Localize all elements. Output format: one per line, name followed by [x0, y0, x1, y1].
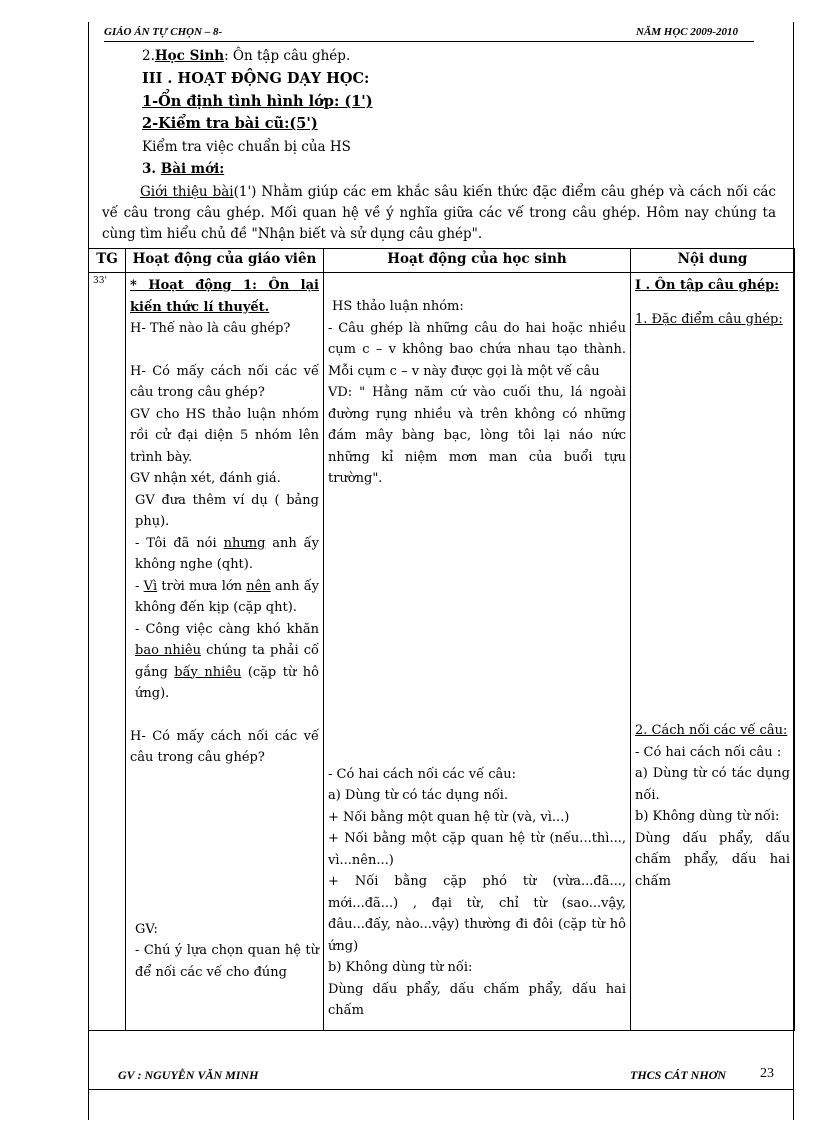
col-header-tg: TG — [89, 249, 126, 273]
footer-school: THCS CÁT NHƠN — [630, 1068, 727, 1082]
tg-cell: 33' — [89, 273, 126, 1031]
teacher-gv5: - Chú ý lựa chọn quan hệ từ để nối các vế cho đúng — [135, 943, 319, 980]
teacher-q1: H- Thế nào là câu ghép? — [130, 321, 291, 336]
col-header-student: Hoạt động của học sinh — [324, 249, 631, 273]
activity-label: * Hoạt động 1: Ôn lại kiến thức lí thuyết. — [130, 278, 319, 315]
col-header-teacher: Hoạt động của giáo viên — [126, 249, 324, 273]
student-cell — [324, 273, 631, 1031]
teacher-gv1: GV cho HS thảo luận nhóm rồi cử đại diện 5 nhóm lên trình bày. — [130, 406, 319, 465]
teacher-gv2: GV nhận xét, đánh giá. — [130, 471, 281, 486]
content-c3: 2. Cách nối các vế câu: — [635, 723, 788, 738]
section-heading: III . HOẠT ĐỘNG DẠY HỌC: — [142, 70, 370, 87]
lesson-table — [88, 248, 795, 1031]
footer-teacher: GV : NGUYỄN VĂN MINH — [118, 1068, 259, 1082]
content-c6: b) Không dùng từ nối: — [635, 809, 780, 824]
footer-divider — [88, 1089, 794, 1090]
teacher-example-2: - Vì trời mưa lớn nên anh ấy không đến kịp (cặp qht). — [135, 578, 319, 615]
teacher-gv4: GV: — [135, 921, 158, 937]
intro-paragraph: Giới thiệu bài(1') Nhằm giúp các em khắc sâu kiến thức đặc điểm câu ghép và cách nối các vế câu trong câu ghép. Mối quan hệ về ý nghĩa giữa các vế trong câu ghép. Hôm nay chúng ta cùng tìm hiểu chủ đề "Nhận biết và sử dụng câu ghép". — [102, 184, 776, 242]
teacher-cell — [126, 273, 324, 1031]
step3-heading: 3. Bài mới: — [142, 161, 225, 177]
check-text: Kiểm tra việc chuẩn bị của HS — [142, 139, 351, 155]
col-header-content: Nội dung — [631, 249, 795, 273]
table-header-row — [89, 249, 795, 273]
content-c2: 1. Đặc điểm câu ghép: — [635, 311, 783, 327]
student-s10: Dùng dấu phẩy, dấu chấm phẩy, dấu hai chấm — [328, 981, 626, 1018]
student-s7: + Nối bằng một cặp quan hệ từ (nếu...thì..., vì...nên...) — [328, 831, 626, 868]
table-body-row — [89, 273, 795, 1031]
content-cell — [631, 273, 795, 1031]
student-s4: - Có hai cách nối các vế câu: — [328, 766, 516, 782]
content-c4: - Có hai cách nối câu : — [635, 744, 782, 760]
student-s9: b) Không dùng từ nối: — [328, 960, 473, 975]
content-c5: a) Dùng từ có tác dụng nối. — [635, 766, 790, 803]
student-s1: HS thảo luận nhóm: — [332, 299, 464, 314]
header-left: GIÁO ÁN TỰ CHỌN – 8- — [104, 26, 223, 38]
content-c7: Dùng dấu phẩy, dấu chấm phẩy, dấu hai chấm — [635, 830, 790, 889]
header-right: NĂM HỌC 2009-2010 — [636, 26, 739, 38]
student-s8: + Nối bằng cặp phó từ (vừa...đã..., mới...đã...) , đại từ, chỉ từ (sao...vậy, đâu...đấy, nào...vậy) thường đi đôi (cặp từ hô ứng) — [328, 874, 626, 954]
student-s2: - Câu ghép là những câu do hai hoặc nhiều cụm c – v không bao chứa nhau tạo thành. Mỗi cụm c – v này được gọi là một vế câu — [328, 320, 626, 379]
student-s6: + Nối bằng một quan hệ từ (và, vì...) — [328, 809, 570, 825]
student-s3: VD: " Hằng năm cứ vào cuối thu, lá ngoài đường rụng nhiều và trên không có những đám mây bàng bạc, lòng tôi lại náo nức những kỉ niệm mơn man của buổi tựu trường". — [328, 385, 626, 486]
teacher-example-1: - Tôi đã nói nhưng anh ấy không nghe (qht). — [135, 535, 319, 572]
content-c1: I . Ôn tập câu ghép: — [635, 278, 780, 293]
step2-heading: 2-Kiểm tra bài cũ:(5') — [142, 115, 318, 132]
teacher-gv3: GV đưa thêm ví dụ ( bảng phụ). — [135, 492, 319, 529]
step1-heading: 1-Ổn định tình hình lớp: (1') — [142, 93, 373, 110]
student-prep-line: 2.Học Sinh: Ôn tập câu ghép. — [142, 48, 351, 64]
teacher-q3: H- Có mấy cách nối các vế câu trong câu ghép? — [130, 728, 319, 765]
teacher-q2: H- Có mấy cách nối các vế câu trong câu ghép? — [130, 363, 319, 400]
teacher-example-3: - Công việc càng khó khăn bao nhiêu chúng ta phải cố gắng bấy nhiêu (cặp từ hô ứng). — [135, 621, 320, 701]
student-s5: a) Dùng từ có tác dụng nối. — [328, 788, 509, 803]
header-divider — [104, 41, 754, 42]
page-number: 23 — [760, 1066, 774, 1081]
